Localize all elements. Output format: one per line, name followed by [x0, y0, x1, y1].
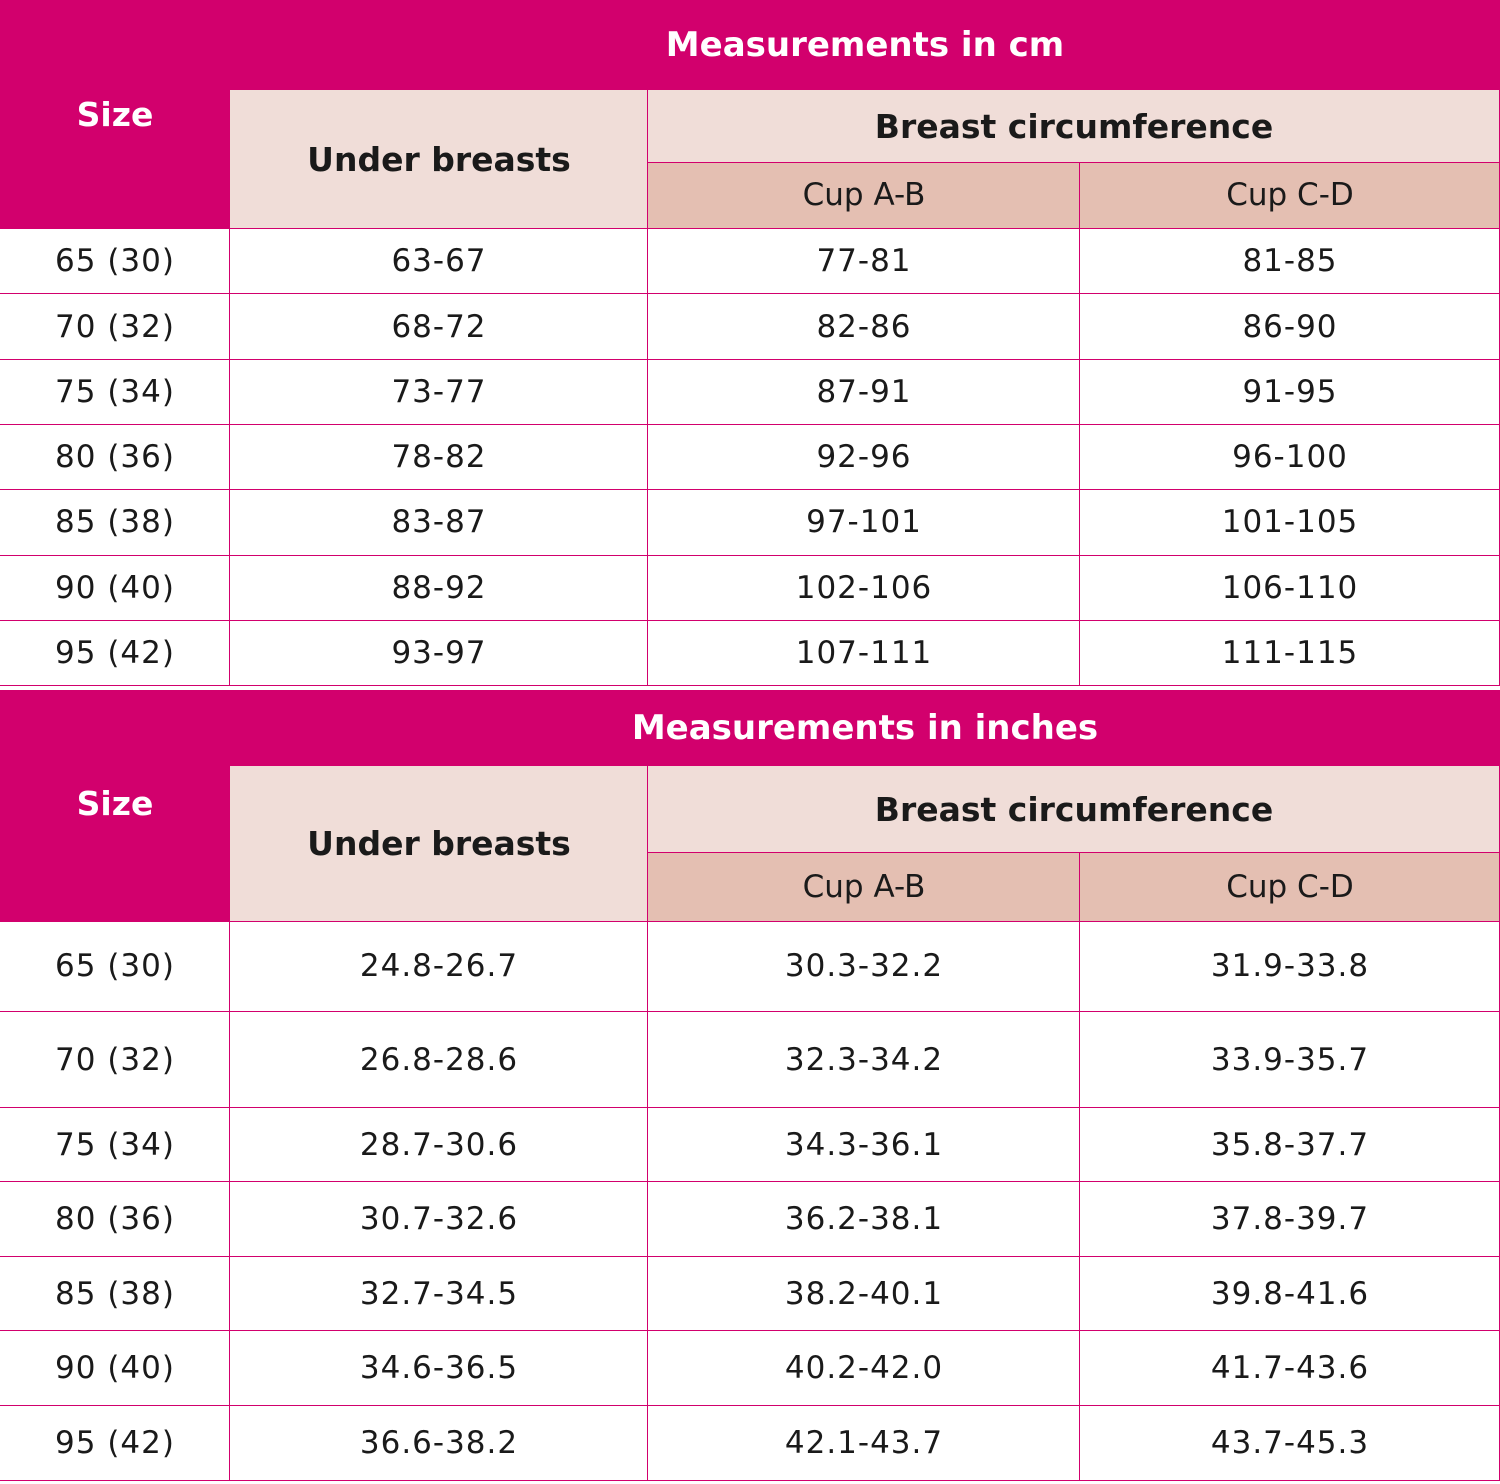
- inches-under-cell: 30.7-32.6: [230, 1182, 648, 1256]
- inches-cup-ab-cell: 30.3-32.2: [648, 921, 1080, 1011]
- cm-cup-ab-cell: 102-106: [648, 555, 1080, 620]
- inches-size-cell: 95 (42): [0, 1406, 230, 1480]
- divider: [0, 1330, 1500, 1331]
- divider: [0, 685, 1500, 686]
- divider: [0, 1480, 1500, 1481]
- divider: [1079, 852, 1080, 1480]
- cm-cup-cd-header: Cup C-D: [1080, 162, 1500, 228]
- inches-size-header: Size: [0, 690, 230, 921]
- cm-cup-ab-cell: 107-111: [648, 620, 1080, 685]
- divider: [647, 766, 648, 1480]
- divider: [647, 90, 648, 685]
- divider: [229, 921, 230, 1480]
- cm-size-cell: 90 (40): [0, 555, 230, 620]
- inches-breast-circumference-header: Breast circumference: [648, 766, 1500, 852]
- inches-cup-cd-header: Cup C-D: [1080, 852, 1500, 921]
- divider: [0, 1107, 1500, 1108]
- divider: [0, 620, 1500, 621]
- cm-cup-ab-cell: 82-86: [648, 294, 1080, 359]
- cm-cup-cd-cell: 106-110: [1080, 555, 1500, 620]
- inches-cup-ab-cell: 42.1-43.7: [648, 1406, 1080, 1480]
- cm-under-cell: 63-67: [230, 228, 648, 293]
- cm-under-cell: 93-97: [230, 620, 648, 685]
- cm-breast-circumference-header: Breast circumference: [648, 90, 1500, 162]
- cm-cup-ab-cell: 87-91: [648, 359, 1080, 424]
- inches-cup-ab-header: Cup A-B: [648, 852, 1080, 921]
- divider: [0, 555, 1500, 556]
- divider: [0, 424, 1500, 425]
- cm-cup-cd-cell: 101-105: [1080, 489, 1500, 554]
- inches-cup-cd-cell: 33.9-35.7: [1080, 1012, 1500, 1107]
- cm-size-cell: 70 (32): [0, 294, 230, 359]
- inches-under-cell: 26.8-28.6: [230, 1012, 648, 1107]
- cm-size-cell: 95 (42): [0, 620, 230, 685]
- cm-size-header: Size: [0, 0, 230, 228]
- cm-size-cell: 85 (38): [0, 489, 230, 554]
- divider: [0, 1011, 1500, 1012]
- inches-size-cell: 75 (34): [0, 1108, 230, 1182]
- inches-cup-ab-cell: 40.2-42.0: [648, 1331, 1080, 1405]
- divider: [0, 228, 1500, 229]
- cm-cup-ab-cell: 77-81: [648, 228, 1080, 293]
- cm-under-cell: 88-92: [230, 555, 648, 620]
- divider: [0, 293, 1500, 294]
- inches-under-cell: 36.6-38.2: [230, 1406, 648, 1480]
- inches-table: [0, 690, 1500, 1484]
- inches-cup-cd-cell: 35.8-37.7: [1080, 1108, 1500, 1182]
- cm-size-cell: 65 (30): [0, 228, 230, 293]
- inches-under-cell: 24.8-26.7: [230, 921, 648, 1011]
- inches-size-cell: 70 (32): [0, 1012, 230, 1107]
- cm-cup-ab-cell: 97-101: [648, 489, 1080, 554]
- inches-cup-cd-cell: 31.9-33.8: [1080, 921, 1500, 1011]
- inches-cup-cd-cell: 39.8-41.6: [1080, 1257, 1500, 1331]
- cm-under-cell: 68-72: [230, 294, 648, 359]
- inches-under-cell: 32.7-34.5: [230, 1257, 648, 1331]
- cm-table-title: Measurements in cm: [230, 0, 1500, 90]
- divider: [0, 921, 1500, 922]
- divider: [0, 1256, 1500, 1257]
- cm-cup-cd-cell: 96-100: [1080, 424, 1500, 489]
- divider: [648, 162, 1500, 163]
- cm-size-cell: 80 (36): [0, 424, 230, 489]
- inches-under-cell: 28.7-30.6: [230, 1108, 648, 1182]
- divider: [229, 228, 230, 685]
- inches-cup-ab-cell: 36.2-38.1: [648, 1182, 1080, 1256]
- divider: [0, 489, 1500, 490]
- inches-size-cell: 80 (36): [0, 1182, 230, 1256]
- inches-size-cell: 85 (38): [0, 1257, 230, 1331]
- cm-cup-cd-cell: 81-85: [1080, 228, 1500, 293]
- divider: [0, 1181, 1500, 1182]
- divider: [0, 359, 1500, 360]
- cm-size-cell: 75 (34): [0, 359, 230, 424]
- inches-under-cell: 34.6-36.5: [230, 1331, 648, 1405]
- cm-under-cell: 73-77: [230, 359, 648, 424]
- cm-under-breasts-header: Under breasts: [230, 90, 648, 228]
- cm-cup-cd-cell: 111-115: [1080, 620, 1500, 685]
- inches-size-cell: 65 (30): [0, 921, 230, 1011]
- divider: [0, 1405, 1500, 1406]
- inches-cup-ab-cell: 38.2-40.1: [648, 1257, 1080, 1331]
- cm-under-cell: 78-82: [230, 424, 648, 489]
- cm-table: [0, 0, 1500, 688]
- divider: [648, 852, 1500, 853]
- inches-size-cell: 90 (40): [0, 1331, 230, 1405]
- inches-cup-ab-cell: 32.3-34.2: [648, 1012, 1080, 1107]
- inches-cup-cd-cell: 43.7-45.3: [1080, 1406, 1500, 1480]
- inches-under-breasts-header: Under breasts: [230, 766, 648, 921]
- cm-under-cell: 83-87: [230, 489, 648, 554]
- cm-cup-ab-cell: 92-96: [648, 424, 1080, 489]
- inches-cup-cd-cell: 37.8-39.7: [1080, 1182, 1500, 1256]
- cm-cup-cd-cell: 91-95: [1080, 359, 1500, 424]
- inches-table-title: Measurements in inches: [230, 690, 1500, 766]
- cm-cup-ab-header: Cup A-B: [648, 162, 1080, 228]
- cm-cup-cd-cell: 86-90: [1080, 294, 1500, 359]
- inches-cup-ab-cell: 34.3-36.1: [648, 1108, 1080, 1182]
- inches-cup-cd-cell: 41.7-43.6: [1080, 1331, 1500, 1405]
